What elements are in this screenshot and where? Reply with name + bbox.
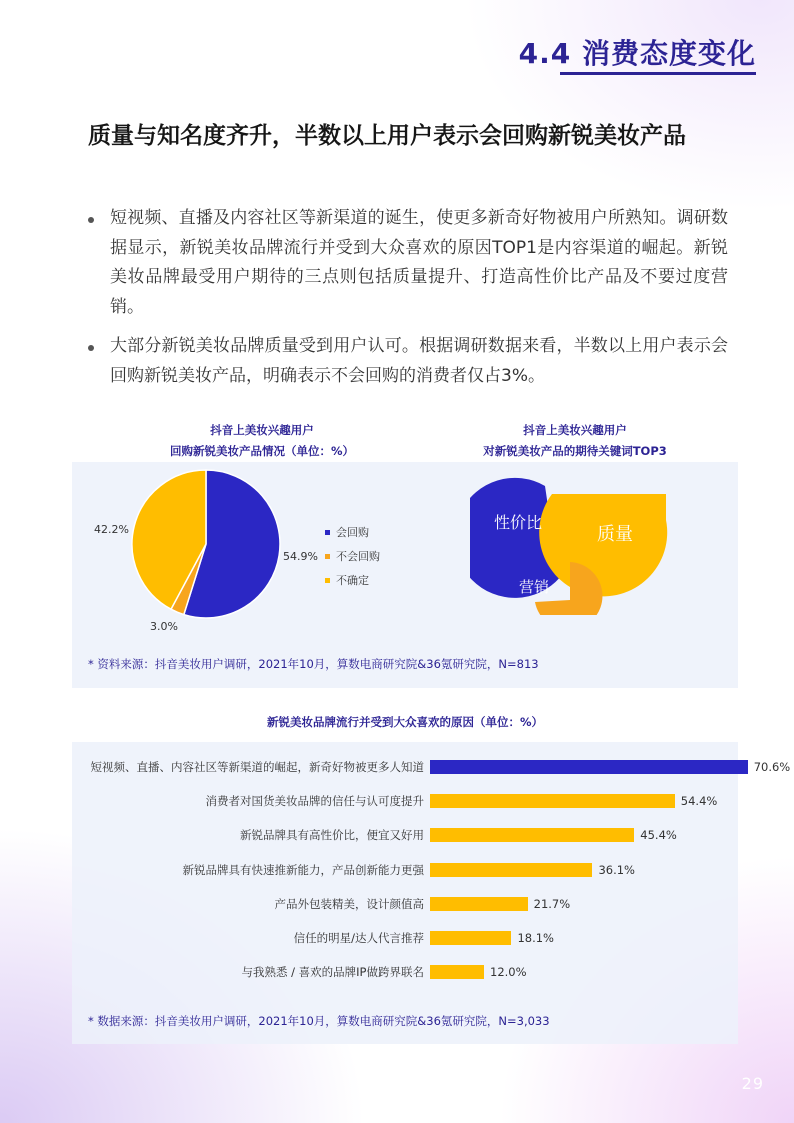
bar-mark bbox=[430, 965, 484, 979]
keyword-bubble-chart bbox=[470, 470, 680, 615]
page-headline: 质量与知名度齐升，半数以上用户表示会回购新锐美妆产品 bbox=[88, 123, 686, 149]
pie-chart-title-line1: 抖音上美妆兴趣用户 bbox=[210, 423, 314, 437]
legend-label: 不确定 bbox=[336, 574, 369, 587]
legend-label: 不会回购 bbox=[336, 550, 380, 563]
legend-item bbox=[325, 568, 380, 592]
bar-mark bbox=[430, 794, 675, 808]
bar-category-label: 消费者对国货美妆品牌的信任与认可度提升 bbox=[205, 794, 424, 809]
bar-row bbox=[72, 895, 738, 913]
bar-value-label: 21.7% bbox=[533, 896, 571, 911]
legend-item bbox=[325, 544, 380, 568]
bullet-dot-icon bbox=[88, 217, 94, 223]
bullet-list bbox=[88, 204, 728, 401]
bullet-item bbox=[88, 204, 728, 322]
section-title-underline bbox=[560, 72, 756, 75]
source-note-top: * 资料来源：抖音美妆用户调研，2021年10月，算数电商研究院&36氪研究院，N=813 bbox=[88, 657, 539, 671]
pie-value-label-unsure: 42.2% bbox=[94, 523, 129, 536]
keyword-chart-title-line2: 对新锐美妆产品的期待关键词TOP3 bbox=[483, 444, 667, 458]
bar-row bbox=[72, 826, 738, 844]
bar-category-label: 新锐品牌具有高性价比，便宜又好用 bbox=[240, 828, 424, 843]
keyword-bubble-quality bbox=[539, 494, 667, 596]
page-number: 29 bbox=[741, 1074, 764, 1093]
bar-row bbox=[72, 963, 738, 981]
legend-item bbox=[325, 520, 380, 544]
section-title: 4.4 消费态度变化 bbox=[518, 37, 756, 70]
bar-mark bbox=[430, 760, 748, 774]
bar-category-label: 信任的明星/达人代言推荐 bbox=[293, 931, 424, 945]
bar-category-label: 产品外包装精美，设计颜值高 bbox=[274, 896, 424, 911]
bar-mark bbox=[430, 931, 511, 945]
bar-mark bbox=[430, 863, 592, 877]
keyword-label-quality: 质量 bbox=[597, 524, 633, 545]
bar-value-label: 18.1% bbox=[517, 931, 554, 945]
bar-chart-title: 新锐美妆品牌流行并受到大众喜欢的原因（单位：%） bbox=[266, 715, 544, 729]
source-note-bottom: * 数据来源：抖音美妆用户调研，2021年10月，算数电商研究院&36氪研究院，N=3,033 bbox=[88, 1014, 550, 1028]
bar-row bbox=[72, 758, 791, 776]
bar-value-label: 70.6% bbox=[753, 760, 791, 774]
bar-mark bbox=[430, 828, 634, 842]
pie-legend bbox=[325, 520, 380, 592]
bullet-dot-icon bbox=[88, 345, 94, 351]
bar-category-label: 短视频、直播、内容社区等新渠道的崛起，新奇好物被更多人知道 bbox=[90, 760, 424, 774]
chart-panel-bottom bbox=[72, 742, 738, 1044]
pie-value-label-no-repurchase: 3.0% bbox=[150, 620, 178, 633]
bar-row bbox=[72, 861, 738, 879]
pie-chart bbox=[120, 462, 300, 632]
bar-row bbox=[72, 792, 738, 810]
bar-category-label: 与我熟悉 / 喜欢的品牌IP做跨界联名 bbox=[241, 965, 424, 980]
bar-value-label: 45.4% bbox=[640, 828, 677, 843]
pie-chart-title-line2: 回购新锐美妆产品情况（单位：%） bbox=[169, 444, 355, 458]
legend-swatch bbox=[325, 578, 330, 583]
keyword-chart-title-line1: 抖音上美妆兴趣用户 bbox=[523, 423, 627, 437]
pie-value-label-repurchase: 54.9% bbox=[283, 550, 318, 563]
bar-value-label: 12.0% bbox=[490, 965, 527, 980]
bar-value-label: 54.4% bbox=[680, 794, 718, 809]
legend-swatch bbox=[325, 554, 330, 559]
bullet-text: 短视频、直播及内容社区等新渠道的诞生，使更多新奇好物被用户所熟知。调研数据显示，新锐美妆品牌流行并受到大众喜欢的原因TOP1是内容渠道的崛起。新锐美妆品牌最受用户期待的三点则包括质量提升、打造高性价比产品及不要过度营销。 bbox=[110, 208, 728, 317]
pie-chart-title bbox=[112, 420, 412, 462]
keyword-chart-title bbox=[440, 420, 710, 462]
bar-value-label: 36.1% bbox=[598, 862, 635, 877]
bar-mark bbox=[430, 897, 528, 911]
keyword-label-value: 性价比 bbox=[493, 513, 543, 532]
legend-swatch bbox=[325, 530, 330, 535]
legend-label: 会回购 bbox=[336, 526, 369, 539]
bullet-item bbox=[88, 332, 728, 391]
bullet-text: 大部分新锐美妆品牌质量受到用户认可。根据调研数据来看，半数以上用户表示会回购新锐美妆产品，明确表示不会回购的消费者仅占3%。 bbox=[110, 336, 728, 386]
bar-category-label: 新锐品牌具有快速推新能力，产品创新能力更强 bbox=[182, 862, 424, 877]
keyword-label-marketing: 营销 bbox=[518, 578, 550, 596]
bar-row bbox=[72, 929, 738, 947]
